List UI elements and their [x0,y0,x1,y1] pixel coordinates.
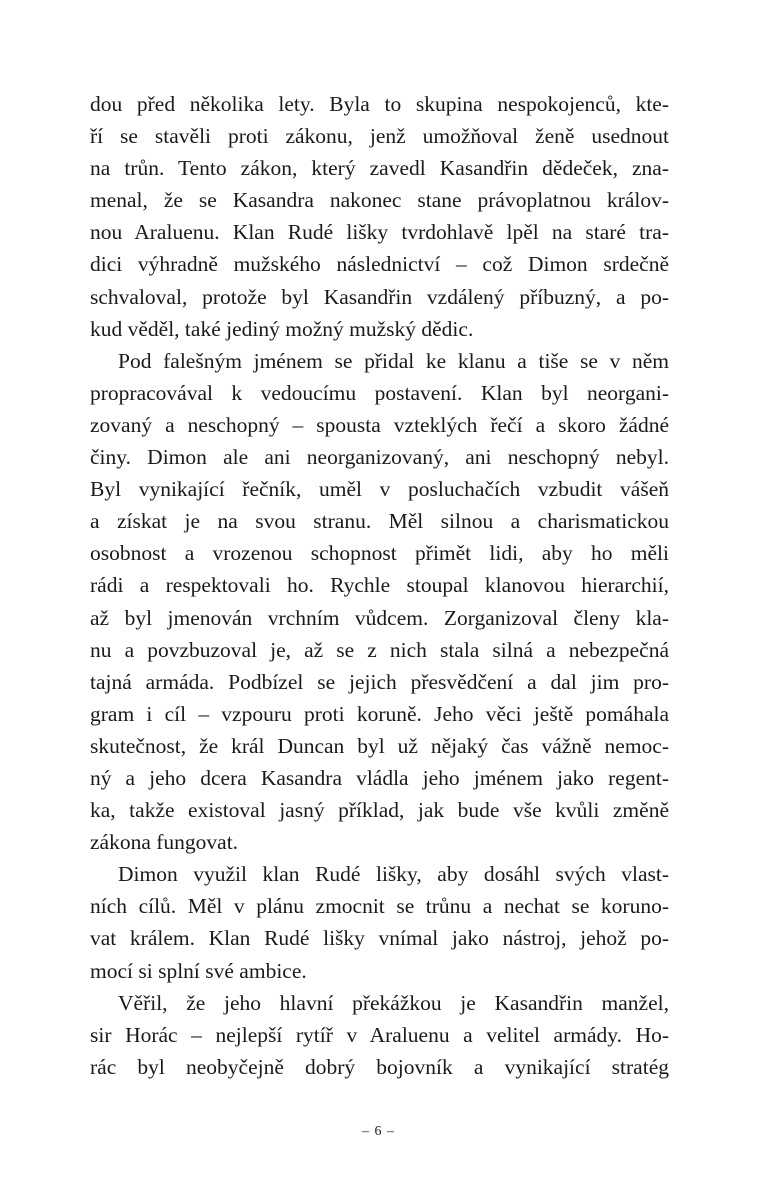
paragraph-4 [90,987,669,1083]
page-number: – 6 – [362,1124,395,1139]
text-line: dou před několika lety. Byla to skupina nespokojenců, kte- [90,92,669,116]
text-line: rác byl neobyčejně dobrý bojovník a vynikající stratég [90,1054,669,1079]
text-line: Pod falešným jménem se přidal ke klanu a tiše se v něm [118,348,669,373]
text-line: sir Horác – nejlepší rytíř v Araluenu a velitel armády. Ho- [90,1022,669,1047]
text-line: činy. Dimon ale ani neorganizovaný, ani neschopný nebyl. [90,445,669,470]
text-line: schvaloval, protože byl Kasandřin vzdálený příbuzný, a po- [90,284,669,309]
paragraph-3 [90,858,669,986]
text-line: na trůn. Tento zákon, který zavedl Kasandřin dědeček, zna- [90,156,669,181]
text-line: ka, takže existoval jasný příklad, jak bude vše kvůli změně [90,798,669,823]
text-line: propracovával k vedoucímu postavení. Klan byl neorgani- [90,380,669,405]
text-line: ří se stavěli proti zákonu, jenž umožňoval ženě usednout [90,124,669,149]
text-line: mocí si splní své ambice. [90,958,307,983]
text-line: rádi a respektovali ho. Rychle stoupal klanovou hierarchií, [90,573,669,598]
text-line: až byl jmenován vrchním vůdcem. Zorganizoval členy kla- [90,605,669,630]
text-line: a získat je na svou stranu. Měl silnou a charismatickou [90,509,669,534]
text-line: nu a povzbuzoval je, až se z nich stala silná a nebezpečná [90,637,669,662]
text-line: menal, že se Kasandra nakonec stane právoplatnou králov- [90,188,669,213]
text-line: osobnost a vrozenou schopnost přimět lidi, aby ho měli [90,541,669,566]
paragraph-2 [90,345,669,859]
paragraph-1 [90,88,669,345]
text-line: tajná armáda. Podbízel se jejich přesvědčení a dal jim pro- [90,669,669,694]
text-line: Věřil, že jeho hlavní překážkou je Kasandřin manžel, [118,990,669,1015]
text-line: kud věděl, také jediný možný mužský dědic. [90,316,474,341]
text-line: nou Araluenu. Klan Rudé lišky tvrdohlavě lpěl na staré tra- [90,220,669,245]
text-line: Dimon využil klan Rudé lišky, aby dosáhl svých vlast- [118,862,669,887]
text-line: vat králem. Klan Rudé lišky vnímal jako nástroj, jehož po- [90,926,669,951]
text-line: Byl vynikající řečník, uměl v posluchačích vzbudit vášeň [90,477,669,502]
text-line: gram i cíl – vzpouru proti koruně. Jeho věci ještě pomáhala [90,701,669,726]
text-line: zovaný a neschopný – spousta vzteklých řečí a skoro žádné [90,412,669,437]
text-line: dici výhradně mužského následnictví – což Dimon srdečně [90,252,669,277]
body-text [90,88,669,1083]
text-line: ních cílů. Měl v plánu zmocnit se trůnu a nechat se koruno- [90,894,669,919]
text-line: ný a jeho dcera Kasandra vládla jeho jménem jako regent- [90,765,669,790]
text-line: zákona fungovat. [90,830,239,855]
text-line: skutečnost, že král Duncan byl už nějaký čas vážně nemoc- [90,733,669,758]
